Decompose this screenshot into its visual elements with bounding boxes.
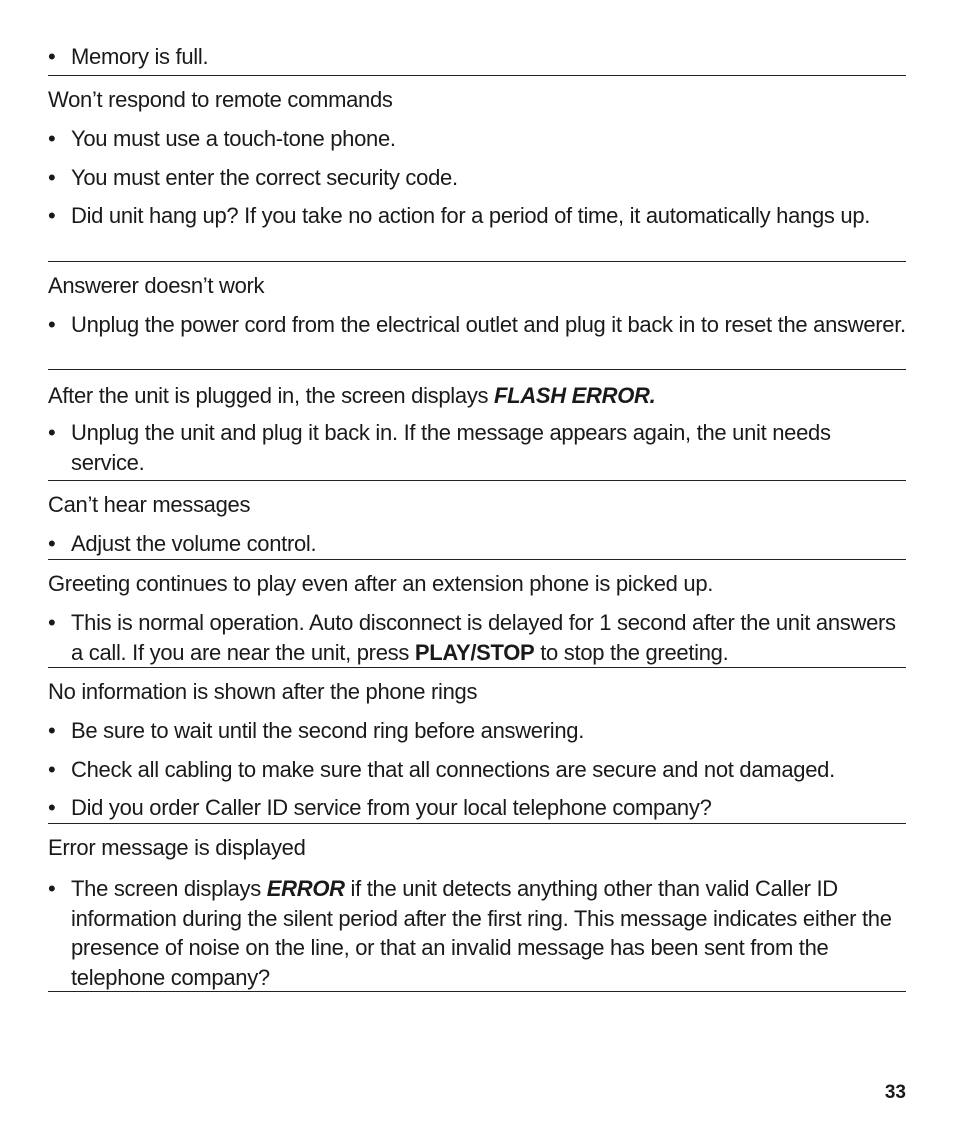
bullet-item	[48, 42, 906, 72]
bullet-item	[48, 163, 906, 193]
section-heading: Answerer doesn’t work	[48, 273, 265, 298]
bullet-text: Memory is full.	[71, 44, 209, 69]
section-heading: Error message is displayed	[48, 835, 306, 860]
bullet-text-post: if the unit detects anything other than valid Caller ID information during the silent period after the first ring. This message indicates either the presence of noise on the line, or that an invalid message has been sent from the telephone company?	[71, 876, 892, 990]
bullet-text: You must use a touch-tone phone.	[71, 126, 396, 151]
bullet-glyph: •	[48, 420, 56, 445]
bullet-text: Check all cabling to make sure that all connections are secure and not damaged.	[71, 756, 835, 782]
bullet-text: Adjust the volume control.	[71, 531, 317, 556]
bullet-item	[48, 755, 906, 785]
bullet-glyph: •	[48, 126, 56, 151]
bullet-item	[48, 529, 906, 559]
section-memory	[48, 0, 906, 76]
section-error-message	[48, 824, 906, 992]
bullet-text-pre: The screen displays	[71, 876, 267, 901]
section-remote-commands	[48, 76, 906, 262]
section-heading: Won’t respond to remote commands	[48, 87, 393, 112]
section-no-information	[48, 668, 906, 824]
bullet-glyph: •	[48, 164, 56, 190]
bullet-text: Did you order Caller ID service from your local telephone company?	[71, 795, 712, 820]
flash-error-label: FLASH ERROR.	[494, 383, 656, 408]
bullet-text: Did unit hang up? If you take no action for a period of time, it automatically hangs up.	[71, 203, 871, 228]
bullet-glyph: •	[48, 610, 56, 635]
page-number: 33	[884, 1082, 906, 1103]
bullet-glyph: •	[48, 876, 56, 901]
bullet-item	[48, 874, 906, 992]
bullet-item	[48, 124, 906, 154]
bullet-item	[48, 793, 906, 823]
heading-text: After the unit is plugged in, the screen displays	[48, 383, 495, 408]
bullet-text-post: to stop the greeting.	[534, 639, 729, 665]
bullet-item	[48, 608, 906, 667]
bullet-glyph: •	[48, 203, 56, 228]
bullet-glyph: •	[48, 718, 56, 743]
section-greeting	[48, 560, 906, 668]
bullet-item	[48, 201, 906, 231]
section-flash-error	[48, 370, 906, 481]
play-stop-label: PLAY/STOP	[414, 639, 535, 665]
section-heading: Can’t hear messages	[48, 492, 251, 517]
bullet-text: Unplug the power cord from the electrical outlet and plug it back in to reset the answerer.	[71, 312, 906, 337]
bullet-item	[48, 716, 906, 746]
troubleshooting-document	[48, 0, 906, 992]
bullet-text: Be sure to wait until the second ring before answering.	[71, 718, 585, 743]
bullet-text-pre: This is normal operation. Auto disconnect is delayed for 1 second after the unit answers a call. If you are near the unit, press	[71, 610, 896, 665]
section-answerer	[48, 262, 906, 370]
bullet-text: Unplug the unit and plug it back in. If the message appears again, the unit needs service.	[71, 420, 831, 475]
bullet-glyph: •	[48, 756, 56, 782]
bullet-glyph: •	[48, 531, 56, 556]
section-cant-hear	[48, 481, 906, 560]
bullet-glyph: •	[48, 44, 56, 69]
error-label: ERROR	[266, 876, 345, 901]
section-heading: Greeting continues to play even after an extension phone is picked up.	[48, 571, 714, 596]
bullet-glyph: •	[48, 312, 56, 337]
bullet-text	[71, 874, 906, 992]
bullet-text: You must enter the correct security code.	[71, 164, 458, 190]
bullet-glyph: •	[48, 795, 56, 820]
bullet-text	[71, 608, 906, 667]
section-heading	[48, 381, 906, 410]
bullet-item	[48, 310, 906, 340]
section-heading: No information is shown after the phone rings	[48, 679, 478, 704]
bullet-item	[48, 418, 906, 477]
